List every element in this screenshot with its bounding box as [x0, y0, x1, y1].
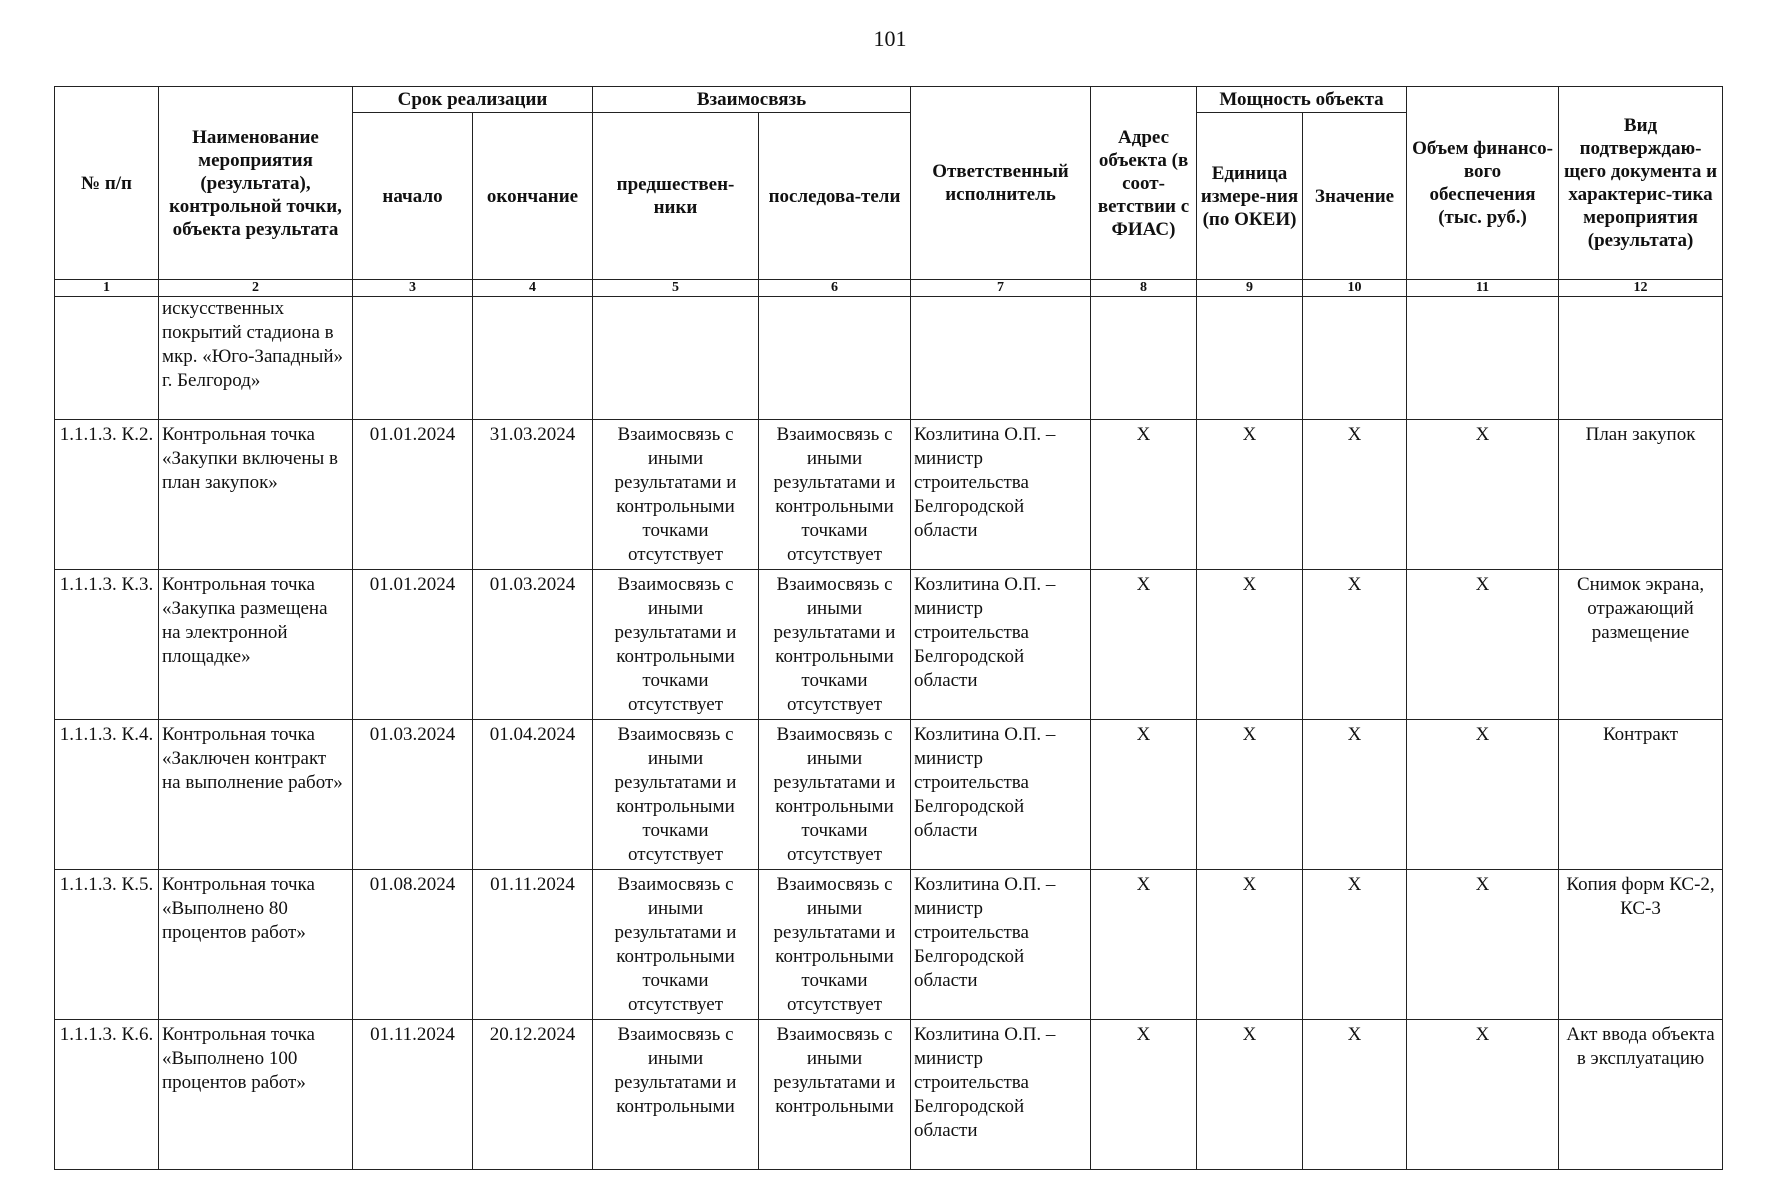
- row-predecessors: Взаимосвязь с иными результатами и контрольными точками отсутствует: [593, 870, 759, 1020]
- empty-cell: [911, 297, 1091, 420]
- header-unit: Единица измере-ния (по ОКЕИ): [1197, 113, 1303, 280]
- row-address: X: [1091, 870, 1197, 1020]
- header-document: Вид подтверждаю-щего документа и характерис-тика мероприятия (результата): [1559, 87, 1723, 280]
- empty-cell: [1407, 297, 1559, 420]
- row-responsible: Козлитина О.П. – министр строительства Белгородской области: [911, 720, 1091, 870]
- row-successors: Взаимосвязь с иными результатами и контрольными точками отсутствует: [759, 420, 911, 570]
- row-predecessors: Взаимосвязь с иными результатами и контрольными точками отсутствует: [593, 720, 759, 870]
- row-address: X: [1091, 1020, 1197, 1170]
- column-number: 6: [759, 280, 911, 297]
- row-value: X: [1303, 870, 1407, 1020]
- row-unit: X: [1197, 420, 1303, 570]
- row-value: X: [1303, 720, 1407, 870]
- row-document: Снимок экрана, отражающий размещение: [1559, 570, 1723, 720]
- row-responsible: Козлитина О.П. – министр строительства Белгородской области: [911, 1020, 1091, 1170]
- row-start-date: 01.01.2024: [353, 420, 473, 570]
- header-predecessors: предшествен-ники: [593, 113, 759, 280]
- header-relation-group: Взаимосвязь: [593, 87, 911, 113]
- row-address: X: [1091, 720, 1197, 870]
- row-finance: X: [1407, 1020, 1559, 1170]
- header-number: № п/п: [55, 87, 159, 280]
- row-value: X: [1303, 420, 1407, 570]
- row-predecessors: Взаимосвязь с иными результатами и контрольными точками отсутствует: [593, 570, 759, 720]
- row-name: Контрольная точка «Выполнено 100 процентов работ»: [159, 1020, 353, 1170]
- row-end-date: 31.03.2024: [473, 420, 593, 570]
- header-end: окончание: [473, 113, 593, 280]
- empty-cell: [1303, 297, 1407, 420]
- row-successors: Взаимосвязь с иными результатами и контрольными: [759, 1020, 911, 1170]
- row-unit: X: [1197, 870, 1303, 1020]
- row-number: 1.1.1.3. К.3.: [55, 570, 159, 720]
- results-table: [54, 86, 1723, 1170]
- row-responsible: Козлитина О.П. – министр строительства Белгородской области: [911, 570, 1091, 720]
- row-successors: Взаимосвязь с иными результатами и контрольными точками отсутствует: [759, 720, 911, 870]
- row-number: 1.1.1.3. К.6.: [55, 1020, 159, 1170]
- column-number: 2: [159, 280, 353, 297]
- continuation-row: [55, 297, 1723, 420]
- continuation-name: искусственных покрытий стадиона в мкр. «Юго-Западный» г. Белгород»: [159, 297, 353, 420]
- table-row: [55, 720, 1723, 870]
- row-end-date: 01.04.2024: [473, 720, 593, 870]
- row-number: 1.1.1.3. К.5.: [55, 870, 159, 1020]
- column-number: 3: [353, 280, 473, 297]
- row-start-date: 01.01.2024: [353, 570, 473, 720]
- row-finance: X: [1407, 570, 1559, 720]
- column-numbers-row: [55, 280, 1723, 297]
- empty-cell: [1091, 297, 1197, 420]
- header-finance: Объем финансо-вого обеспечения (тыс. руб.): [1407, 87, 1559, 280]
- header-value: Значение: [1303, 113, 1407, 280]
- column-number: 8: [1091, 280, 1197, 297]
- row-unit: X: [1197, 570, 1303, 720]
- row-finance: X: [1407, 720, 1559, 870]
- header-address: Адрес объекта (в соот-ветствии с ФИАС): [1091, 87, 1197, 280]
- page-number: 101: [873, 26, 907, 51]
- row-start-date: 01.08.2024: [353, 870, 473, 1020]
- row-unit: X: [1197, 1020, 1303, 1170]
- row-document: Акт ввода объекта в эксплуатацию: [1559, 1020, 1723, 1170]
- row-responsible: Козлитина О.П. – министр строительства Белгородской области: [911, 420, 1091, 570]
- row-finance: X: [1407, 420, 1559, 570]
- row-predecessors: Взаимосвязь с иными результатами и контрольными: [593, 1020, 759, 1170]
- column-number: 4: [473, 280, 593, 297]
- row-value: X: [1303, 570, 1407, 720]
- row-end-date: 20.12.2024: [473, 1020, 593, 1170]
- table-row: [55, 420, 1723, 570]
- empty-cell: [1559, 297, 1723, 420]
- table-row: [55, 870, 1723, 1020]
- row-name: Контрольная точка «Закупки включены в план закупок»: [159, 420, 353, 570]
- column-number: 12: [1559, 280, 1723, 297]
- header-row-top: [55, 87, 1723, 113]
- row-end-date: 01.11.2024: [473, 870, 593, 1020]
- column-number: 7: [911, 280, 1091, 297]
- row-address: X: [1091, 420, 1197, 570]
- column-number: 5: [593, 280, 759, 297]
- row-number: 1.1.1.3. К.4.: [55, 720, 159, 870]
- empty-cell: [473, 297, 593, 420]
- header-responsible: Ответственный исполнитель: [911, 87, 1091, 280]
- column-number: 9: [1197, 280, 1303, 297]
- continuation-number-cell: [55, 297, 159, 420]
- row-name: Контрольная точка «Закупка размещена на электронной площадке»: [159, 570, 353, 720]
- row-successors: Взаимосвязь с иными результатами и контрольными точками отсутствует: [759, 570, 911, 720]
- row-start-date: 01.03.2024: [353, 720, 473, 870]
- empty-cell: [353, 297, 473, 420]
- row-number: 1.1.1.3. К.2.: [55, 420, 159, 570]
- header-period-group: Срок реализации: [353, 87, 593, 113]
- row-value: X: [1303, 1020, 1407, 1170]
- row-address: X: [1091, 570, 1197, 720]
- empty-cell: [1197, 297, 1303, 420]
- row-name: Контрольная точка «Выполнено 80 процентов работ»: [159, 870, 353, 1020]
- header-capacity-group: Мощность объекта: [1197, 87, 1407, 113]
- table-row: [55, 1020, 1723, 1170]
- row-name: Контрольная точка «Заключен контракт на выполнение работ»: [159, 720, 353, 870]
- row-successors: Взаимосвязь с иными результатами и контрольными точками отсутствует: [759, 870, 911, 1020]
- row-finance: X: [1407, 870, 1559, 1020]
- row-document: План закупок: [1559, 420, 1723, 570]
- row-predecessors: Взаимосвязь с иными результатами и контрольными точками отсутствует: [593, 420, 759, 570]
- row-unit: X: [1197, 720, 1303, 870]
- header-start: начало: [353, 113, 473, 280]
- table-row: [55, 570, 1723, 720]
- row-responsible: Козлитина О.П. – министр строительства Белгородской области: [911, 870, 1091, 1020]
- empty-cell: [593, 297, 759, 420]
- column-number: 10: [1303, 280, 1407, 297]
- column-number: 11: [1407, 280, 1559, 297]
- empty-cell: [759, 297, 911, 420]
- header-successors: последова-тели: [759, 113, 911, 280]
- row-start-date: 01.11.2024: [353, 1020, 473, 1170]
- header-name: Наименование мероприятия (результата), контрольной точки, объекта результата: [159, 87, 353, 280]
- row-document: Копия форм КС-2, КС-3: [1559, 870, 1723, 1020]
- row-end-date: 01.03.2024: [473, 570, 593, 720]
- row-document: Контракт: [1559, 720, 1723, 870]
- column-number: 1: [55, 280, 159, 297]
